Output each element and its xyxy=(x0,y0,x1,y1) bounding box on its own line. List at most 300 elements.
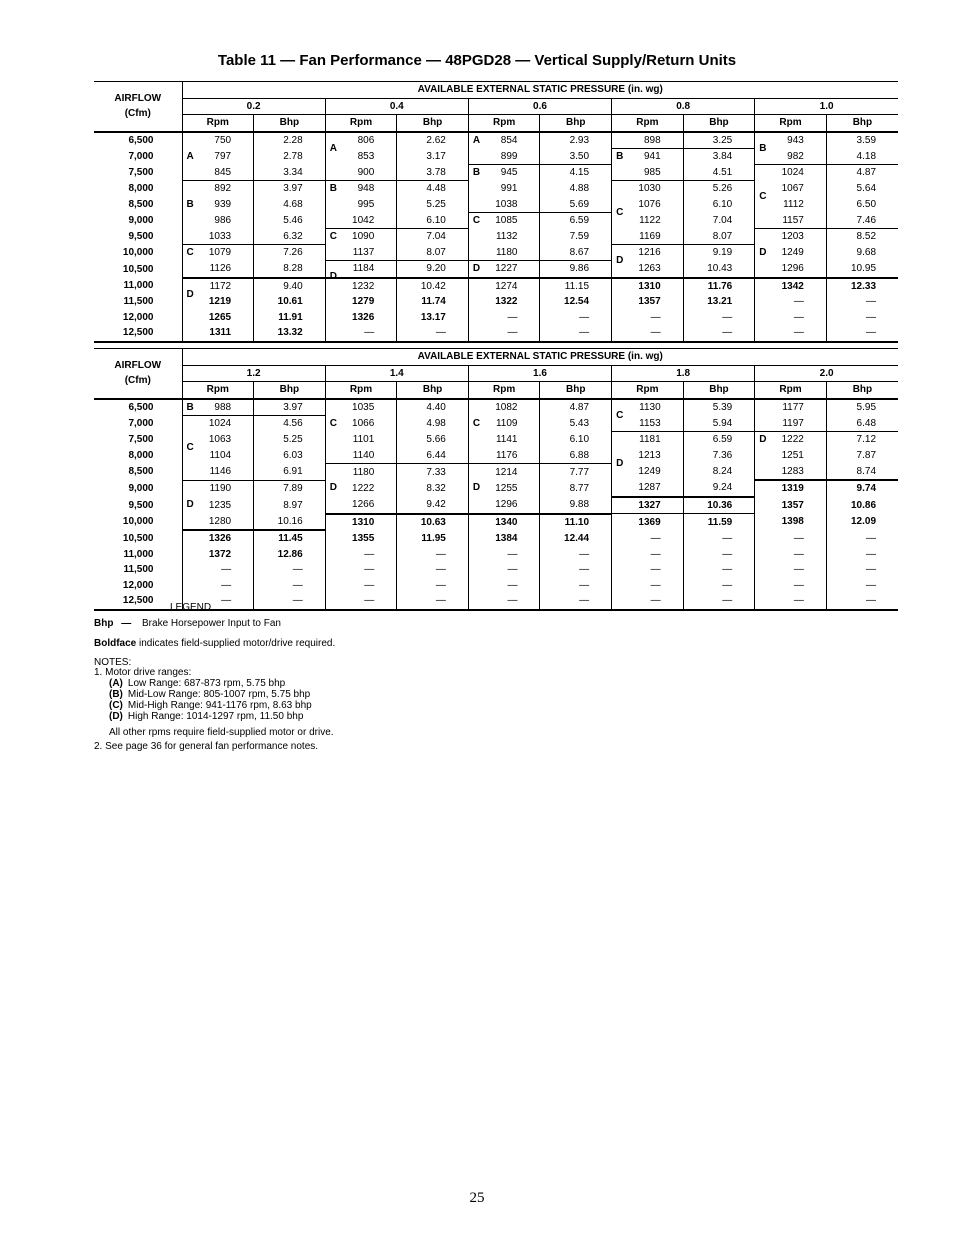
bhp-cell: — xyxy=(826,593,898,610)
bhp-cell: 5.26 xyxy=(683,181,755,197)
rpm-cell: 1214 xyxy=(468,464,540,481)
bhp-cell: 7.77 xyxy=(540,464,612,481)
rpm-cell: 1222 D xyxy=(325,480,397,497)
note-2: 2. See page 36 for general fan performance notes. xyxy=(94,741,319,752)
bhp-cell: 8.28 xyxy=(254,261,326,278)
rpm-cell: 750 xyxy=(214,135,232,146)
bhp-cell: 2.78 xyxy=(254,149,326,165)
rpm-cell: 1176 xyxy=(468,448,540,464)
rpm-header: Rpm xyxy=(325,115,397,132)
rpm-cell: 1067 C xyxy=(755,181,827,197)
rpm-cell: 1274 xyxy=(468,278,540,295)
bhp-cell: — xyxy=(683,593,755,610)
bhp-cell: 8.24 xyxy=(683,464,755,481)
bhp-cell: — xyxy=(826,578,898,594)
bhp-cell: — xyxy=(540,562,612,578)
airflow-cell: 11,000 xyxy=(94,547,182,563)
bhp-cell: 3.97 xyxy=(254,181,326,197)
drive-range-item xyxy=(109,689,494,700)
bhp-cell: — xyxy=(397,578,469,594)
rpm-cell: 1216 D xyxy=(612,245,684,261)
rpm-cell: 1219 xyxy=(208,296,232,308)
bhp-cell: 10.43 xyxy=(683,261,755,278)
bhp-cell: 8.67 xyxy=(540,245,612,261)
table-row xyxy=(94,132,898,149)
pressure-value: 1.8 xyxy=(612,365,755,382)
bhp-cell: 13.32 xyxy=(254,325,326,342)
bhp-cell: — xyxy=(540,325,612,342)
rpm-cell: — xyxy=(325,578,397,594)
rpm-cell: 1357 xyxy=(612,294,684,310)
table-row xyxy=(94,310,898,326)
drive-letter: C xyxy=(329,231,337,242)
rpm-cell: — xyxy=(755,578,827,594)
bhp-cell: 6.03 xyxy=(254,448,326,464)
bhp-cell: 6.50 xyxy=(826,197,898,213)
rpm-cell: — xyxy=(468,578,540,594)
drive-letter: D xyxy=(186,498,194,510)
bhp-cell: — xyxy=(540,578,612,594)
rpm-cell: 1296 xyxy=(468,497,540,514)
rpm-cell: 1263 xyxy=(612,261,684,278)
bhp-cell: 9.20 xyxy=(397,261,469,278)
airflow-cell: 7,500 xyxy=(94,165,182,181)
bhp-cell: 7.33 xyxy=(397,464,469,481)
rpm-cell: — xyxy=(755,310,827,326)
table-row xyxy=(94,261,898,278)
bhp-cell: — xyxy=(826,294,898,310)
bhp-cell: 3.84 xyxy=(683,149,755,165)
rpm-cell: — xyxy=(612,578,684,594)
bhp-cell: 6.10 xyxy=(683,197,755,213)
bhp-cell: — xyxy=(254,562,326,578)
bhp-cell: 4.40 xyxy=(397,399,469,416)
rpm-cell: — xyxy=(755,325,827,342)
rpm-cell: 1153 xyxy=(612,416,684,432)
bhp-cell: 4.48 xyxy=(397,181,469,197)
table-row xyxy=(94,416,898,432)
bhp-cell: — xyxy=(826,562,898,578)
drive-letter: B xyxy=(616,151,624,162)
table-row xyxy=(94,229,898,245)
bhp-cell: — xyxy=(540,593,612,610)
bhp-cell: 12.44 xyxy=(540,530,612,547)
rpm-cell: 1279 xyxy=(325,294,397,310)
rpm-cell: 806 A xyxy=(325,132,397,149)
rpm-cell: 900 xyxy=(325,165,397,181)
airflow-cell: 6,500 xyxy=(94,132,182,149)
bhp-header: Bhp xyxy=(826,382,898,399)
table-row xyxy=(94,432,898,448)
rpm-header: Rpm xyxy=(468,382,540,399)
bhp-cell: 10.86 xyxy=(826,497,898,514)
rpm-cell: 1280 xyxy=(182,514,254,531)
bhp-cell: 7.26 xyxy=(254,245,326,261)
rpm-cell: 982 xyxy=(755,149,827,165)
rpm-cell: 853 xyxy=(325,149,397,165)
table-row xyxy=(94,547,898,563)
drive-text: Low Range: 687-873 rpm, 5.75 bhp xyxy=(127,678,286,689)
legend-dash: — xyxy=(121,618,132,629)
table-row xyxy=(94,514,898,531)
pressure-value: 1.0 xyxy=(755,98,898,115)
bhp-cell: — xyxy=(826,325,898,342)
bhp-cell: 6.48 xyxy=(826,416,898,432)
bhp-cell: 7.59 xyxy=(540,229,612,245)
airflow-cell: 8,500 xyxy=(94,464,182,481)
pressure-value: 0.2 xyxy=(182,98,325,115)
drive-letter: B xyxy=(186,401,194,413)
rpm-cell: — xyxy=(468,547,540,563)
rpm-cell: 1063 C xyxy=(186,434,232,453)
bhp-cell: 6.10 xyxy=(397,213,469,229)
bhp-cell: 11.59 xyxy=(683,514,755,531)
bhp-cell: 4.88 xyxy=(540,181,612,197)
drive-letter: C xyxy=(472,417,481,429)
rpm-cell: 1310 xyxy=(325,514,397,531)
rpm-cell: 1213 D xyxy=(612,448,684,464)
rpm-cell: 1172 D xyxy=(186,280,232,300)
bhp-cell: — xyxy=(397,547,469,563)
drive-letter: B xyxy=(329,183,337,194)
rpm-cell: — xyxy=(468,310,540,326)
bhp-cell: — xyxy=(254,578,326,594)
rpm-cell: — xyxy=(612,562,684,578)
bhp-cell: 6.88 xyxy=(540,448,612,464)
bhp-cell: 2.93 xyxy=(540,132,612,149)
airflow-cell: 7,500 xyxy=(94,432,182,448)
bhp-cell: 4.51 xyxy=(683,165,755,181)
drive-letter: B xyxy=(759,142,767,154)
rpm-cell: 1177 xyxy=(755,399,827,416)
rpm-cell: — xyxy=(612,593,684,610)
bhp-cell: 5.25 xyxy=(254,432,326,448)
airflow-cell: 7,000 xyxy=(94,416,182,432)
rpm-cell: 1090 C xyxy=(325,229,397,245)
bhp-cell: 8.97 xyxy=(254,497,326,514)
rpm-cell: 1384 xyxy=(468,530,540,547)
drive-text: Mid-Low Range: 805-1007 rpm, 5.75 bhp xyxy=(127,689,311,700)
rpm-cell: 1327 xyxy=(612,497,684,514)
rpm-cell: 1326 xyxy=(325,310,397,326)
bhp-cell: — xyxy=(683,562,755,578)
rpm-cell: — xyxy=(755,294,827,310)
rpm-cell: 1326 xyxy=(208,533,232,545)
rpm-cell: 1035 xyxy=(325,399,397,416)
drive-text: High Range: 1014-1297 rpm, 11.50 bhp xyxy=(127,711,304,722)
table-row xyxy=(94,278,898,295)
drive-letter: C xyxy=(186,441,194,453)
bhp-cell: 11.91 xyxy=(254,310,326,326)
legend-abbr-def: Brake Horsepower Input to Fan xyxy=(142,618,281,629)
rpm-cell: 941 B xyxy=(612,149,684,165)
legend-boldface-word: Boldface xyxy=(94,638,137,649)
rpm-cell: 892 xyxy=(214,183,232,195)
rpm-cell: 1180 xyxy=(468,245,540,261)
bhp-cell: 5.46 xyxy=(254,213,326,229)
bhp-cell: 11.76 xyxy=(683,278,755,295)
rpm-cell: 898 xyxy=(612,132,684,149)
drive-letter: D xyxy=(759,434,767,445)
rpm-cell: — xyxy=(612,310,684,326)
bhp-cell: — xyxy=(683,325,755,342)
rpm-cell: 1372 xyxy=(208,548,232,560)
rpm-cell: — xyxy=(221,564,232,576)
rpm-cell: 899 xyxy=(468,149,540,165)
bhp-header: Bhp xyxy=(540,115,612,132)
drive-letter: D xyxy=(616,457,624,469)
legend-bhp xyxy=(94,618,494,629)
drive-ranges-list xyxy=(94,678,494,722)
rpm-cell: 1132 xyxy=(468,229,540,245)
rpm-cell: 1157 xyxy=(755,213,827,229)
drive-letter: C xyxy=(616,409,624,421)
drive-letter: C xyxy=(616,206,624,218)
bhp-cell: 6.44 xyxy=(397,448,469,464)
rpm-cell: 991 xyxy=(468,181,540,197)
airflow-cell: 8,500 xyxy=(94,197,182,213)
bhp-header: Bhp xyxy=(254,115,326,132)
rpm-cell: 948 B xyxy=(325,181,397,197)
bhp-cell: — xyxy=(826,530,898,547)
table-row xyxy=(94,530,898,547)
rpm-cell: 1137 xyxy=(325,245,397,261)
rpm-cell: — xyxy=(325,593,397,610)
bhp-cell: 2.28 xyxy=(254,132,326,149)
drive-letter: C xyxy=(329,417,337,429)
rpm-cell: 1146 xyxy=(182,464,254,481)
bhp-cell: 4.87 xyxy=(540,399,612,416)
airflow-cell: 9,000 xyxy=(94,480,182,497)
bhp-cell: 3.34 xyxy=(254,165,326,181)
rpm-cell: 1042 xyxy=(325,213,397,229)
legend-boldface xyxy=(94,638,494,649)
drive-letter: C xyxy=(186,247,194,258)
bhp-cell: 4.98 xyxy=(397,416,469,432)
bhp-cell: 10.61 xyxy=(254,294,326,310)
bhp-cell: — xyxy=(683,547,755,563)
rpm-cell: 1141 xyxy=(468,432,540,448)
rpm-cell: 1296 xyxy=(755,261,827,278)
rpm-cell: 1112 xyxy=(755,197,827,213)
bhp-cell: 9.86 xyxy=(540,261,612,278)
bhp-cell: 3.78 xyxy=(397,165,469,181)
table-row xyxy=(94,294,898,310)
rpm-cell: 1140 xyxy=(325,448,397,464)
drive-letter: C xyxy=(759,190,767,202)
bhp-cell: 11.45 xyxy=(254,530,326,547)
bhp-header: Bhp xyxy=(683,382,755,399)
bhp-cell: — xyxy=(683,578,755,594)
rpm-cell: 1130 C xyxy=(612,399,684,416)
bhp-cell: 9.24 xyxy=(683,480,755,497)
airflow-cell: 6,500 xyxy=(94,399,182,416)
rpm-cell: 1283 xyxy=(755,464,827,481)
drive-range-item xyxy=(109,711,494,722)
rpm-cell: 1232 xyxy=(325,278,397,295)
table-row xyxy=(94,213,898,229)
rpm-cell: — xyxy=(182,593,254,610)
bhp-cell: 11.15 xyxy=(540,278,612,295)
drive-letter: D xyxy=(329,482,337,493)
rpm-cell: 1222 D xyxy=(755,432,827,448)
airflow-cell: 9,500 xyxy=(94,229,182,245)
rpm-cell: 1101 xyxy=(325,432,397,448)
rpm-cell: 1024 xyxy=(208,418,232,430)
bhp-cell: 10.42 xyxy=(397,278,469,295)
rpm-cell: 1181 xyxy=(612,432,684,448)
airflow-cell: 10,500 xyxy=(94,261,182,278)
rpm-cell: 943 B xyxy=(755,132,827,149)
rpm-cell: 1203 xyxy=(755,229,827,245)
airflow-cell: 8,000 xyxy=(94,448,182,464)
rpm-cell: 945 B xyxy=(468,165,540,181)
airflow-cell: 10,500 xyxy=(94,530,182,547)
table-row xyxy=(94,448,898,464)
bhp-cell: — xyxy=(683,530,755,547)
rpm-cell: 1024 xyxy=(755,165,827,181)
rpm-cell: 1169 xyxy=(612,229,684,245)
bhp-cell: 12.09 xyxy=(826,514,898,531)
bhp-cell: 9.19 xyxy=(683,245,755,261)
airflow-cell: 7,000 xyxy=(94,149,182,165)
airflow-cell: 9,500 xyxy=(94,497,182,514)
table-row xyxy=(94,464,898,481)
bhp-cell: 5.25 xyxy=(397,197,469,213)
rpm-cell: — xyxy=(612,530,684,547)
rpm-cell: 1249 xyxy=(612,464,684,481)
drive-range-item xyxy=(109,700,494,711)
airflow-cell: 12,000 xyxy=(94,310,182,326)
rpm-cell: 985 xyxy=(612,165,684,181)
drive-letter: B xyxy=(472,167,481,178)
rpm-header: Rpm xyxy=(325,382,397,399)
bhp-cell: 10.63 xyxy=(397,514,469,531)
bhp-cell: 8.07 xyxy=(397,245,469,261)
bhp-header: Bhp xyxy=(826,115,898,132)
rpm-cell: 1085 C xyxy=(468,213,540,229)
legend xyxy=(94,602,494,752)
rpm-cell: 1030 xyxy=(612,181,684,197)
rpm-cell: — xyxy=(755,562,827,578)
rpm-cell: — xyxy=(468,593,540,610)
rpm-cell: 1180 xyxy=(325,464,397,481)
rpm-cell: — xyxy=(468,562,540,578)
airflow-cell: 9,000 xyxy=(94,213,182,229)
table-row xyxy=(94,562,898,578)
drive-letter: A xyxy=(472,134,481,146)
rpm-header: Rpm xyxy=(612,382,684,399)
drive-text: Mid-High Range: 941-1176 rpm, 8.63 bhp xyxy=(127,700,312,711)
rpm-cell: 1184 D xyxy=(325,261,397,278)
rpm-cell: 1109 C xyxy=(468,416,540,432)
rpm-cell: 797 A xyxy=(186,150,232,162)
bhp-cell: 10.36 xyxy=(683,497,755,514)
pressure-value: 0.4 xyxy=(325,98,468,115)
airflow-cell: 12,000 xyxy=(94,578,182,594)
rpm-cell: 854 A xyxy=(468,132,540,149)
rpm-cell: 1104 xyxy=(209,450,232,461)
rpm-cell: 988 B xyxy=(182,399,254,416)
table-row xyxy=(94,197,898,213)
legend-heading: LEGEND xyxy=(170,602,212,613)
fan-performance-table-1 xyxy=(94,81,898,343)
bhp-cell: 9.68 xyxy=(826,245,898,261)
rpm-header: Rpm xyxy=(755,382,827,399)
rpm-cell: — xyxy=(221,579,232,591)
rpm-header: Rpm xyxy=(182,382,254,399)
pressure-value: 0.6 xyxy=(468,98,611,115)
airflow-cell: 10,000 xyxy=(94,245,182,261)
airflow-header-line: (Cfm) xyxy=(124,108,151,120)
rpm-cell: 1249 D xyxy=(755,245,827,261)
rpm-cell: 1398 xyxy=(755,514,827,531)
bhp-cell: 11.74 xyxy=(397,294,469,310)
legend-abbr: Bhp xyxy=(94,618,114,629)
pressure-header: AVAILABLE EXTERNAL STATIC PRESSURE (in. wg) xyxy=(182,349,898,366)
table-row xyxy=(94,165,898,181)
bhp-cell: 7.46 xyxy=(826,213,898,229)
bhp-cell: 5.94 xyxy=(683,416,755,432)
rpm-cell: 1038 xyxy=(468,197,540,213)
bhp-cell: 6.59 xyxy=(540,213,612,229)
drive-code: (D) xyxy=(109,711,123,722)
drive-letter: D xyxy=(472,482,481,493)
table-title: Table 11 — Fan Performance — 48PGD28 — Vertical Supply/Return Units xyxy=(217,52,737,69)
rpm-cell: 1126 xyxy=(182,261,254,278)
rpm-cell: — xyxy=(612,547,684,563)
bhp-cell: 7.12 xyxy=(826,432,898,448)
table-row xyxy=(94,149,898,165)
rpm-cell: 1266 xyxy=(325,497,397,514)
bhp-cell: 5.69 xyxy=(540,197,612,213)
notes-heading: NOTES: xyxy=(94,657,132,668)
bhp-cell: 3.17 xyxy=(397,149,469,165)
bhp-cell: 13.21 xyxy=(683,294,755,310)
legend-boldface-text: indicates field-supplied motor/drive required. xyxy=(139,638,336,649)
drive-code: (B) xyxy=(109,689,123,700)
drive-letter: A xyxy=(329,142,337,154)
bhp-cell: 5.95 xyxy=(826,399,898,416)
rpm-cell: 1355 xyxy=(325,530,397,547)
bhp-cell: 3.50 xyxy=(540,149,612,165)
rpm-cell: 1342 xyxy=(755,278,827,295)
bhp-cell: — xyxy=(826,310,898,326)
rpm-cell: 1033 xyxy=(182,229,254,245)
bhp-cell: 6.10 xyxy=(540,432,612,448)
bhp-cell: — xyxy=(397,325,469,342)
rpm-cell: 1340 xyxy=(468,514,540,531)
table-row xyxy=(94,325,898,342)
airflow-header-line: AIRFLOW xyxy=(114,360,162,372)
rpm-cell: — xyxy=(325,547,397,563)
table-row xyxy=(94,181,898,197)
bhp-header: Bhp xyxy=(254,382,326,399)
bhp-cell: 9.88 xyxy=(540,497,612,514)
table-row xyxy=(94,480,898,497)
bhp-cell: — xyxy=(683,310,755,326)
bhp-header: Bhp xyxy=(683,115,755,132)
drive-letter: D xyxy=(759,246,767,258)
bhp-cell: 7.89 xyxy=(254,480,326,497)
rpm-cell: — xyxy=(325,325,397,342)
bhp-cell: 10.16 xyxy=(254,514,326,531)
table-row xyxy=(94,578,898,594)
drive-letter: D xyxy=(616,255,624,266)
bhp-cell: 2.62 xyxy=(397,132,469,149)
rpm-cell: — xyxy=(612,325,684,342)
rpm-cell: 1319 xyxy=(755,480,827,497)
